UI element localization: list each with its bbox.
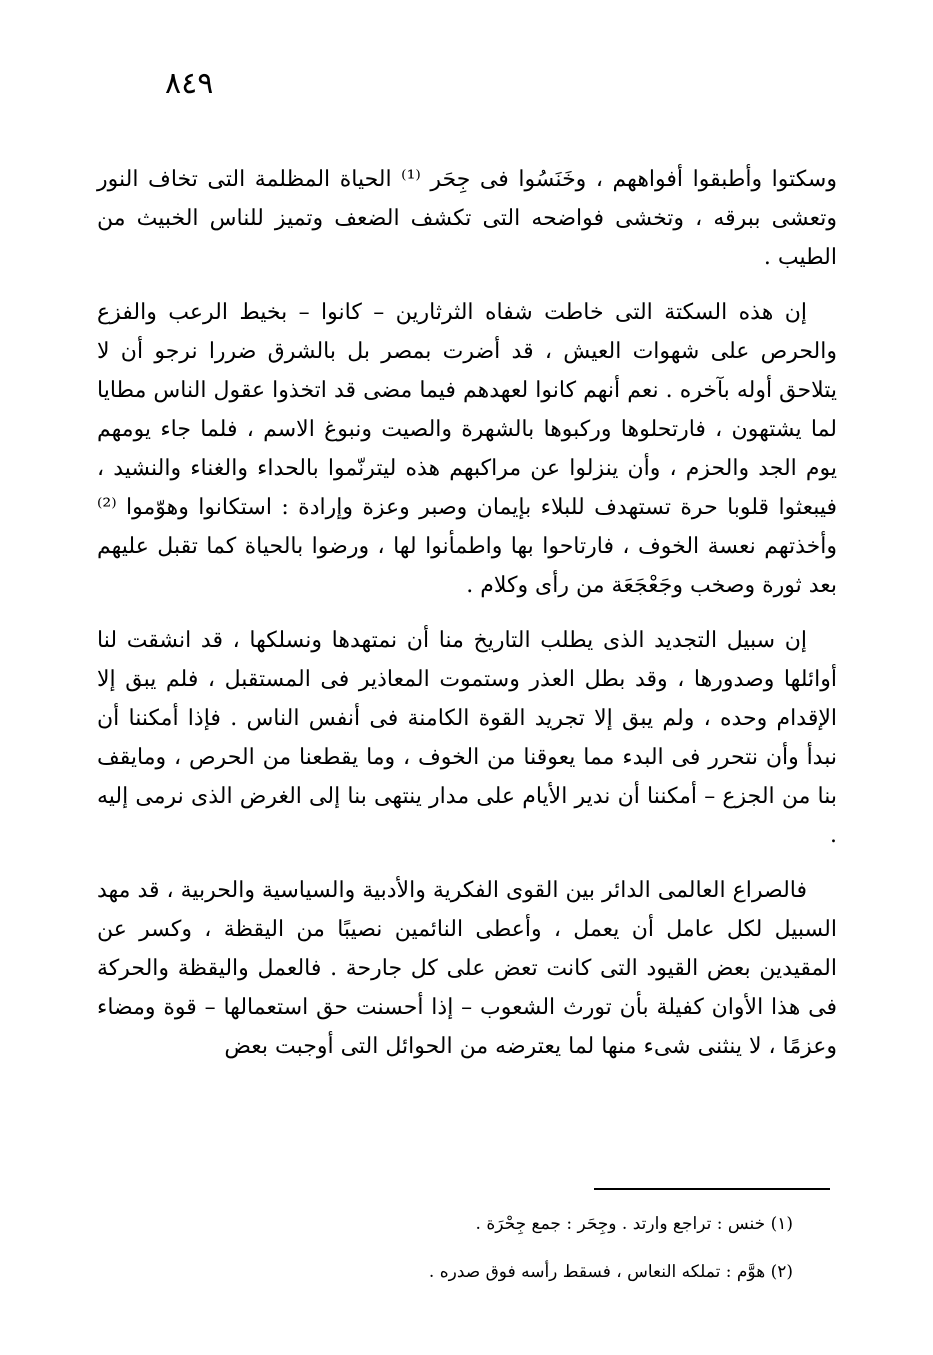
paragraph-4: فالصراع العالمى الدائر بين القوى الفكرية والأدبية والسياسية والحربية ، قد مهد السبيل لكل عامل أن يعمل ، وأعطى النائمين نصيبًا من اليقظة ، وكسر عن المقيدين بعض القيود التى كانت تعض على كل جارحة . فالعمل واليقظة والحركة فى هذا الأوان كفيلة بأن تورث الشعوب – إذا أحسنت حق استعمالها – قوة ومضاء وعزمًا ، لا ينثنى شىء منها لما يعترضه من الحوائل التى أوجبت بعض bbox=[96, 878, 837, 1059]
footnote-2: (٢) هوَّم : تملكه النعاس ، فسقط رأسه فوق صدره . bbox=[428, 1262, 793, 1282]
paragraph-3: إن سبيل التجديد الذى يطلب التاريخ منا أن نمتهدها ونسلكها ، قد انشقت لنا أوائلها وصدورها ، وقد بطل العذر وستموت المعاذير فى المستقبل ، فلم يبق إلا الإقدام وحده ، ولم يبق إلا تجريد القوة الكامنة فى أنفس الناس . فإذا أمكننا أن نبدأ وأن نتحرر فى البدء مما يعوقنا من الخوف ، وما يقطعنا من الحرص ، ومايقف بنا من الجزع – أمكننا أن ندير الأيام على مدار ينتهى بنا إلى الغرض الذى نرمى إليه . bbox=[97, 628, 837, 848]
body-text bbox=[97, 160, 837, 1082]
page-number: ٨٤٩ bbox=[165, 66, 214, 101]
paragraph-2: إن هذه السكتة التى خاطت شفاه الثرثارين – كانوا – بخيط الرعب والفزع والحرص على شهوات العيش ، قد أضرت بمصر بل بالشرق ضررا نرجو أن لا يتلاحق أوله بآخره . نعم أنهم كانوا لعهدهم فيما مضى قد اتخذوا عقول الناس مطايا لما يشتهون ، فارتحلوها وركبوها بالشهرة والصيت ونبوغ الاسم ، فلما جاء يومهم يوم الجد والحزم ، وأن ينزلوا عن مراكبهم هذه ليترنّموا بالحداء والغناء والنشيد ، فيبعثوا قلوبا حرة تستهدف للبلاء بإيمان وصبر وعزة وإرادة : استكانوا وهوّموا ⁽²⁾ وأخذتهم نعسة الخوف ، فارتاحوا بها واطمأنوا لها ، ورضوا بالحياة كما تقبل عليهم بعد ثورة وصخب وجَعْجَعَة من رأى وكلام . bbox=[97, 300, 837, 598]
footnotes bbox=[193, 1200, 793, 1296]
footnote-1: (١) خنس : تراجع وارتد . وجِحَر : جمع جِحْرَة . bbox=[475, 1214, 793, 1234]
footnote-separator bbox=[594, 1188, 830, 1190]
paragraph-1: وسكتوا وأطبقوا أفواههم ، وخَنَسُوا فى جِحَر ⁽¹⁾ الحياة المظلمة التى تخاف النور وتعشى ببرقه ، وتخشى فواضحه التى تكشف الضعف وتميز للناس الخبيث من الطيب . bbox=[97, 167, 837, 270]
